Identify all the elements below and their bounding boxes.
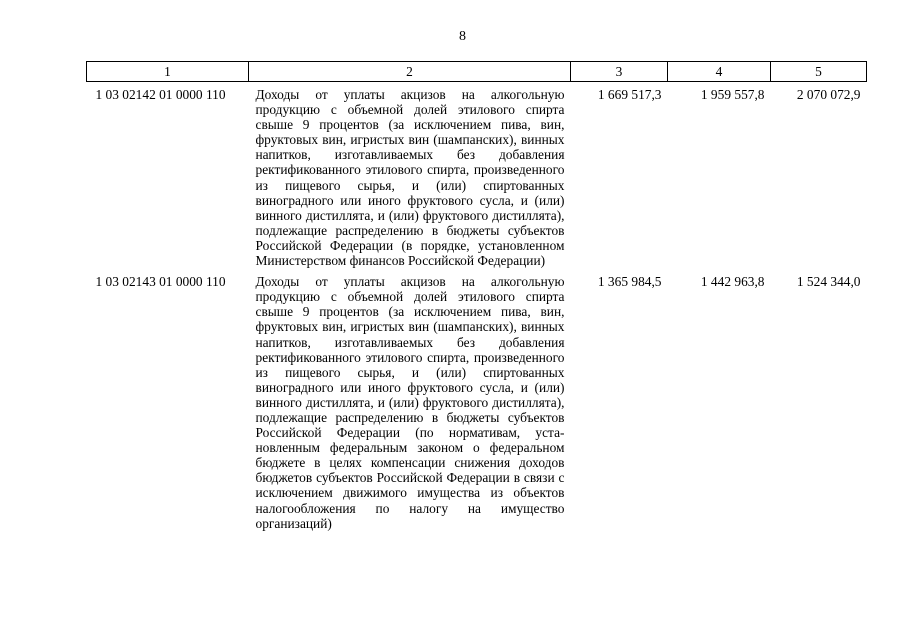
column-header-5: 5 bbox=[771, 62, 867, 82]
revenue-table bbox=[86, 61, 867, 531]
amount-cell-col4: 1 442 963,8 bbox=[700, 274, 765, 290]
amount-cell-col3: 1 669 517,3 bbox=[597, 87, 662, 102]
amount-cell-col3: 1 365 984,5 bbox=[597, 274, 662, 290]
table-header-row bbox=[87, 62, 867, 82]
budget-code-cell: 1 03 02142 01 0000 110 bbox=[95, 87, 226, 102]
amount-cell-col4: 1 959 557,8 bbox=[700, 87, 765, 102]
description-cell: Доходы от уплаты акцизов на алкогольную продукцию с объемной долей этилового спирта свыше 9 процентов (за исключением пива, вин, фруктовых вин, игристых вин (шампанских), винных напитков, изготавливаемых без добавления ректификованного этилового спирта, произведенного из пищевого сырья, и (или) спиртованных виноградного или иного фруктового сусла, и (или) винного дистиллята, и (или) фруктового дистиллята), подлежащие распределению в бюджеты субъектов Российской Федерации (по нормативам, установленным федеральным законом о федеральном бюджете в целях компенсации снижения доходов бюджетов субъектов Российской Федерации в связи с исключением движимого имущества из объектов налогообложения по налогу на имущество организаций) bbox=[255, 274, 565, 531]
column-header-3: 3 bbox=[571, 62, 668, 82]
amount-cell-col5: 1 524 344,0 bbox=[796, 274, 861, 290]
column-header-4: 4 bbox=[668, 62, 771, 82]
page-number: 8 bbox=[459, 29, 466, 44]
table-row bbox=[87, 82, 867, 269]
column-header-1: 1 bbox=[87, 62, 249, 82]
table-row bbox=[87, 268, 867, 531]
description-cell: Доходы от уплаты акцизов на алкогольную продукцию с объемной долей этилового спирта свыше 9 процентов (за исключением пива, вин, фруктовых вин, игристых вин (шампанских), винных напитков, изготавливаемых без добавления ректификованного этилового спирта, произведенного из пищевого сырья, и (или) спиртованных виноградного или иного фруктового сусла, и (или) винного дистиллята, и (или) фруктового дистиллята), подлежащие распределению в бюджеты субъектов Российской Федерации (в порядке, установленном Министерством финансов Российской Федерации) bbox=[255, 87, 565, 269]
budget-code-cell: 1 03 02143 01 0000 110 bbox=[95, 274, 226, 290]
column-header-2: 2 bbox=[249, 62, 571, 82]
amount-cell-col5: 2 070 072,9 bbox=[796, 87, 861, 102]
